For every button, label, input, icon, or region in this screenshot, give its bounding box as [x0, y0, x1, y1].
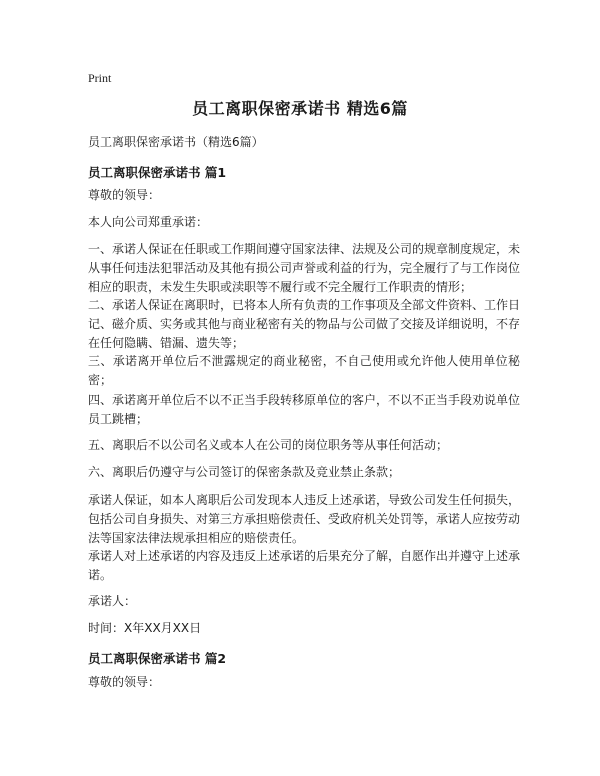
paragraph: 三、承诺离开单位后不泄露规定的商业秘密，不自己使用或允许他人使用单位秘密； [88, 354, 520, 387]
paragraph: 二、承诺人保证在离职时，已将本人所有负责的工作事项及全部文件资料、工作日记、磁介质、实务或其他与商业秘密有关的物品与公司做了交接及详细说明，不存在任何隐瞒、错漏、遗失等； [88, 298, 521, 350]
document-subtitle: 员工离职保密承诺书（精选6篇） [88, 135, 264, 149]
paragraph: 一、承诺人保证在任职或工作期间遵守国家法律、法规及公司的规章制度规定，未从事任何违法犯罪活动及其他有损公司声誉或利益的行为，完全履行了与工作岗位相应的职责，未发生失职或渎职等不履行或不完全履行工作职责的情形； [88, 242, 521, 294]
paragraph: 四、承诺离开单位后不以不正当手段转移原单位的客户，不以不正当手段劝说单位员工跳槽； [88, 393, 521, 426]
section-heading-2: 员工离职保密承诺书 篇2 [88, 651, 227, 666]
paragraph: 时间：X年XX月XX日 [88, 621, 202, 635]
paragraph: 承诺人： [88, 594, 137, 608]
paragraph: 六、离职后仍遵守与公司签订的保密条款及竞业禁止条款； [88, 465, 401, 479]
paragraph: 尊敬的领导： [88, 675, 161, 689]
paragraph: 承诺人保证，如本人离职后公司发现本人违反上述承诺，导致公司发生任何损失，包括公司自身损失、对第三方承担赔偿责任、受政府机关处罚等，承诺人应按劳动法等国家法律法规承担相应的赔偿责任。 [88, 493, 521, 545]
document-title: 员工离职保密承诺书 精选6篇 [192, 99, 408, 118]
paragraph: 承诺人对上述承诺的内容及违反上述承诺的后果充分了解，自愿作出并遵守上述承诺。 [88, 549, 521, 582]
print-link[interactable]: Print [88, 71, 112, 85]
paragraph: 本人向公司郑重承诺： [88, 215, 209, 229]
paragraph: 尊敬的领导： [88, 188, 161, 202]
section-heading-1: 员工离职保密承诺书 篇1 [88, 165, 227, 180]
paragraph: 五、离职后不以公司名义或本人在公司的岗位职务等从事任何活动； [88, 438, 449, 452]
